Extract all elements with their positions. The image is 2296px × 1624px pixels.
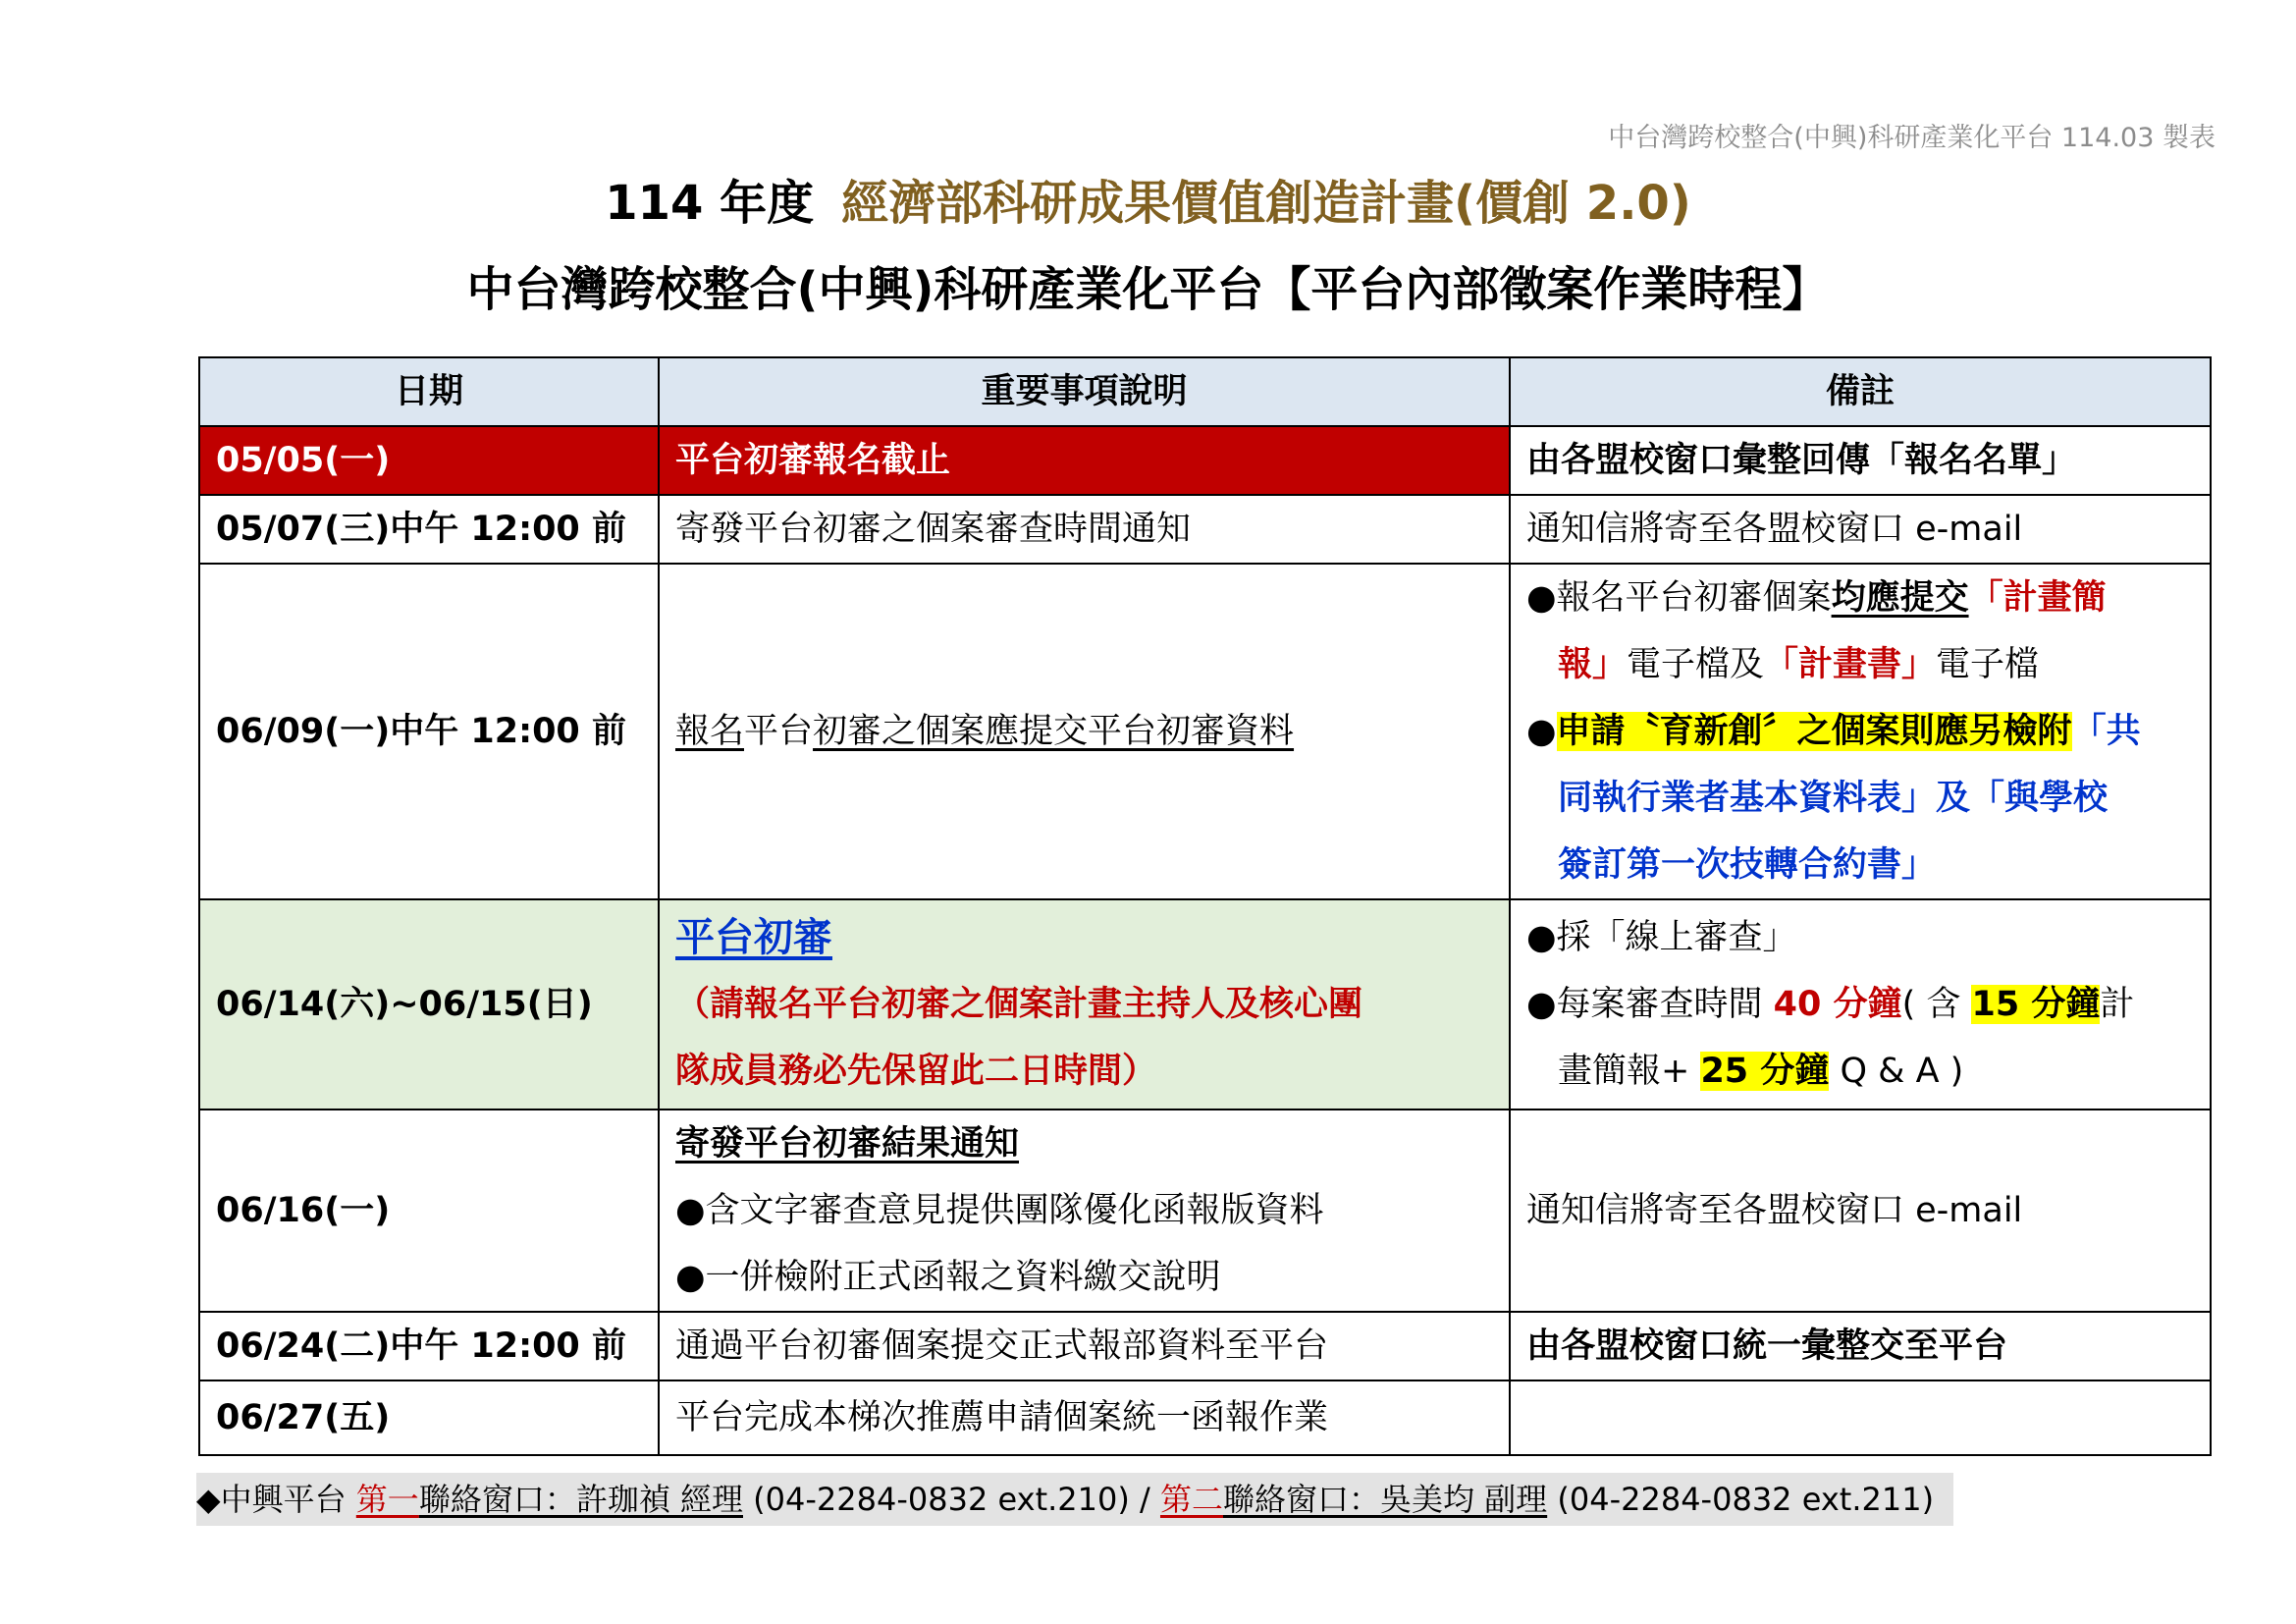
bullet-icon: ● bbox=[1526, 712, 1557, 751]
cell-note bbox=[1510, 564, 2211, 899]
cell-desc bbox=[659, 564, 1510, 899]
cell-note: 由各盟校窗口統一彙整交至平台 bbox=[1510, 1312, 2211, 1380]
note-part: 15 分鐘 bbox=[1971, 985, 2101, 1024]
cell-note bbox=[1510, 899, 2211, 1110]
table-row bbox=[199, 1380, 2211, 1455]
cell-desc: 平台初審報名截止 bbox=[659, 426, 1510, 495]
cell-date: 06/09(一)中午 12:00 前 bbox=[199, 564, 659, 899]
table-row bbox=[199, 1312, 2211, 1380]
header-date: 日期 bbox=[199, 357, 659, 426]
contact2-label: 聯絡窗口：吳美均 副理 bbox=[1223, 1481, 1548, 1518]
page-title bbox=[0, 165, 2296, 233]
header-note: 備註 bbox=[1510, 357, 2211, 426]
contact1-phone: (04-2284-0832 ext.210) / bbox=[743, 1481, 1160, 1518]
note-line bbox=[1526, 1038, 2194, 1105]
cell-note: 通知信將寄至各盟校窗口 e-mail bbox=[1510, 1110, 2211, 1312]
table-row bbox=[199, 426, 2211, 495]
page-subtitle: 中台灣跨校整合(中興)科研產業化平台【平台內部徵案作業時程】 bbox=[466, 262, 1830, 317]
cell-date: 05/05(一) bbox=[199, 426, 659, 495]
cell-date: 06/16(一) bbox=[199, 1110, 659, 1312]
cell-desc: 平台完成本梯次推薦申請個案統一函報作業 bbox=[659, 1380, 1510, 1455]
note-line: 同執行業者基本資料表」及「與學校 bbox=[1558, 779, 2109, 818]
title-plan: 經濟部科研成果價值創造計畫(價創 2.0) bbox=[841, 176, 1691, 231]
note-part: ( 含 bbox=[1901, 985, 1972, 1024]
table-row bbox=[199, 495, 2211, 564]
desc-line: ●一併檢附正式函報之資料繳交說明 bbox=[675, 1258, 1221, 1297]
contact1-label: 聯絡窗口：許珈禎 經理 bbox=[418, 1481, 743, 1518]
desc-line: 隊成員務必先保留此二日時間） bbox=[675, 1052, 1157, 1091]
note-line: ●採「線上審查」 bbox=[1526, 918, 1797, 957]
note-part: 「計畫簡 bbox=[1968, 578, 2107, 618]
cell-date: 06/24(二)中午 12:00 前 bbox=[199, 1312, 659, 1380]
cell-date: 06/27(五) bbox=[199, 1380, 659, 1455]
desc-part: 報名 bbox=[675, 712, 745, 751]
note-part: 計 bbox=[2100, 985, 2135, 1024]
table-row bbox=[199, 899, 2211, 1110]
desc-title: 寄發平台初審結果通知 bbox=[675, 1124, 1020, 1164]
contact2-order: 第二 bbox=[1159, 1481, 1223, 1518]
note-part: 25 分鐘 bbox=[1700, 1052, 1830, 1091]
table-row bbox=[199, 564, 2211, 899]
cell-note bbox=[1510, 1380, 2211, 1455]
note-part: ●每案審查時間 bbox=[1526, 985, 1774, 1024]
contact-footer bbox=[196, 1473, 1953, 1526]
note-part: 電子檔及 bbox=[1627, 645, 1765, 684]
header-desc: 重要事項說明 bbox=[659, 357, 1510, 426]
note-part: 報名平台初審個案 bbox=[1556, 578, 1832, 618]
table-header-row bbox=[199, 357, 2211, 426]
note-part: Q & A ) bbox=[1829, 1052, 1964, 1091]
desc-part: 初審之個案應提交平台初審資料 bbox=[813, 712, 1295, 751]
note-line bbox=[1526, 698, 2194, 765]
note-part: 40 分鐘 bbox=[1773, 985, 1902, 1024]
table-row bbox=[199, 1110, 2211, 1312]
note-part: 「計畫書」 bbox=[1764, 645, 1937, 684]
note-part: 均應提交 bbox=[1831, 578, 1969, 618]
note-part: 「共 bbox=[2071, 712, 2141, 751]
title-year: 114 年度 bbox=[605, 176, 815, 231]
note-part: 電子檔 bbox=[1936, 645, 2040, 684]
footer-prefix: ◆中興平台 bbox=[196, 1481, 356, 1518]
review-title-link[interactable]: 平台初審 bbox=[675, 915, 832, 960]
desc-line: ●含文字審查意見提供團隊優化函報版資料 bbox=[675, 1191, 1324, 1230]
cell-desc: 通過平台初審個案提交正式報部資料至平台 bbox=[659, 1312, 1510, 1380]
cell-date: 05/07(三)中午 12:00 前 bbox=[199, 495, 659, 564]
bullet-icon: ● bbox=[1526, 578, 1557, 618]
note-line bbox=[1526, 565, 2194, 631]
note-line bbox=[1526, 971, 2194, 1038]
note-line: 簽訂第一次技轉合約書」 bbox=[1558, 845, 1937, 885]
cell-note: 由各盟校窗口彙整回傳「報名名單」 bbox=[1510, 426, 2211, 495]
schedule-table bbox=[198, 356, 2212, 1456]
cell-desc bbox=[659, 1110, 1510, 1312]
desc-part: 平台 bbox=[744, 712, 814, 751]
cell-desc bbox=[659, 899, 1510, 1110]
desc-line: （請報名平台初審之個案計畫主持人及核心團 bbox=[675, 985, 1363, 1024]
contact1-order: 第一 bbox=[355, 1481, 419, 1518]
note-part: 報」 bbox=[1558, 645, 1628, 684]
cell-note: 通知信將寄至各盟校窗口 e-mail bbox=[1510, 495, 2211, 564]
contact2-phone: (04-2284-0832 ext.211) bbox=[1547, 1481, 1935, 1518]
note-line bbox=[1526, 631, 2194, 698]
note-part: 畫簡報+ bbox=[1558, 1052, 1701, 1091]
cell-date: 06/14(六)~06/15(日) bbox=[199, 899, 659, 1110]
maker-note: 中台灣跨校整合(中興)科研產業化平台 114.03 製表 bbox=[1608, 123, 2216, 153]
cell-desc: 寄發平台初審之個案審查時間通知 bbox=[659, 495, 1510, 564]
note-part: 申請〝育新創〞之個案則應另檢附 bbox=[1556, 712, 2072, 751]
